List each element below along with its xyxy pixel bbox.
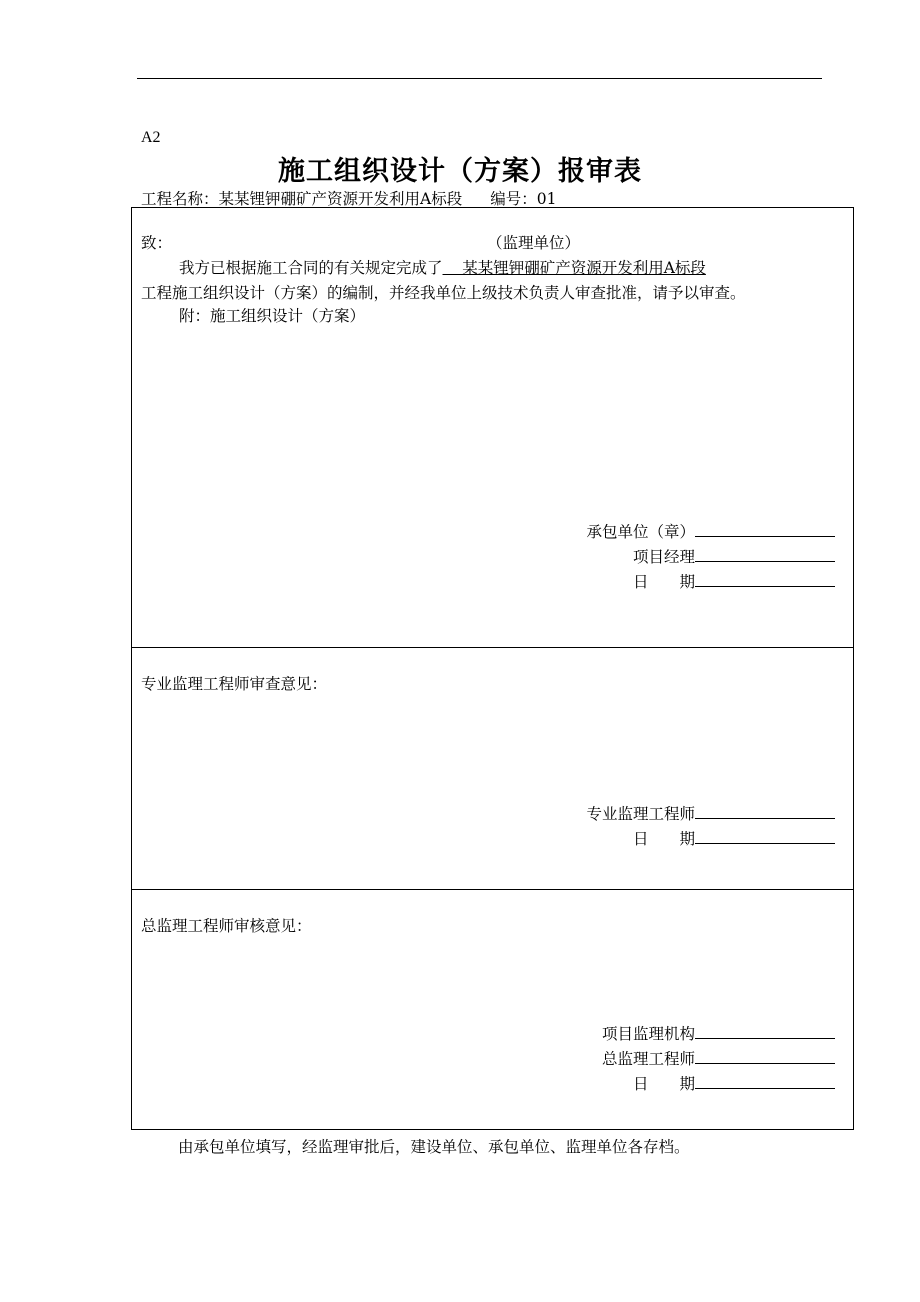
- project-label: 工程名称：: [141, 190, 219, 208]
- to-party: （监理单位）: [487, 234, 581, 252]
- sig-date-label: 日 期: [632, 573, 695, 591]
- contractor-section: [132, 208, 853, 648]
- to-label: 致：: [141, 234, 173, 252]
- sig-engineer-date-row: [633, 828, 835, 849]
- engineer-heading: 专业监理工程师审查意见：: [141, 675, 328, 693]
- form-code: A2: [141, 129, 161, 146]
- footer-note: 由承包单位填写，经监理审批后，建设单位、承包单位、监理单位各存档。: [178, 1138, 690, 1156]
- sig-contractor-label: 承包单位（章）: [586, 523, 695, 541]
- sig-engineer-row: [586, 803, 835, 824]
- body-line-2: 工程施工组织设计（方案）的编制，并经我单位上级技术负责人审查批准，请予以审查。: [141, 284, 746, 302]
- chief-heading: 总监理工程师审核意见：: [141, 917, 312, 935]
- sig-manager-row: [633, 546, 835, 567]
- sig-chief-date-label: 日 期: [632, 1075, 695, 1093]
- header-rule: [137, 78, 822, 79]
- sig-contractor-row: [586, 521, 835, 542]
- approval-form: [131, 207, 854, 1130]
- sig-org-row: [602, 1023, 835, 1044]
- sig-engineer-label: 专业监理工程师: [586, 805, 695, 823]
- sig-org-label: 项目监理机构: [601, 1025, 695, 1043]
- body-line-1: [179, 258, 706, 278]
- page-title: 施工组织设计（方案）报审表: [278, 156, 642, 187]
- sig-chief-date-field[interactable]: [695, 1073, 835, 1089]
- number-value: 01: [536, 190, 557, 208]
- sig-contractor-field[interactable]: [695, 521, 835, 537]
- attachment-line: 附：施工组织设计（方案）: [179, 307, 366, 325]
- sig-date-field[interactable]: [695, 571, 835, 587]
- sig-manager-field[interactable]: [695, 546, 835, 562]
- sig-engineer-date-field[interactable]: [695, 828, 835, 844]
- engineer-review-section: [132, 648, 853, 890]
- project-row: [141, 187, 556, 209]
- sig-org-field[interactable]: [695, 1023, 835, 1039]
- sig-chief-row: [602, 1048, 835, 1069]
- project-name: 某某锂钾硼矿产资源开发利用A标段: [218, 190, 463, 208]
- sig-date-row: [633, 571, 835, 592]
- number-label: 编号：: [490, 190, 537, 208]
- sig-manager-label: 项目经理: [632, 548, 695, 566]
- body-prefix: 我方已根据施工合同的有关规定完成了: [179, 259, 443, 277]
- chief-review-section: [132, 890, 853, 1129]
- sig-chief-label: 总监理工程师: [601, 1050, 695, 1068]
- body-project: 某某锂钾硼矿产资源开发利用A标段: [442, 259, 706, 277]
- sig-engineer-field[interactable]: [695, 803, 835, 819]
- sig-chief-field[interactable]: [695, 1048, 835, 1064]
- sig-engineer-date-label: 日 期: [632, 830, 695, 848]
- sig-chief-date-row: [633, 1073, 835, 1094]
